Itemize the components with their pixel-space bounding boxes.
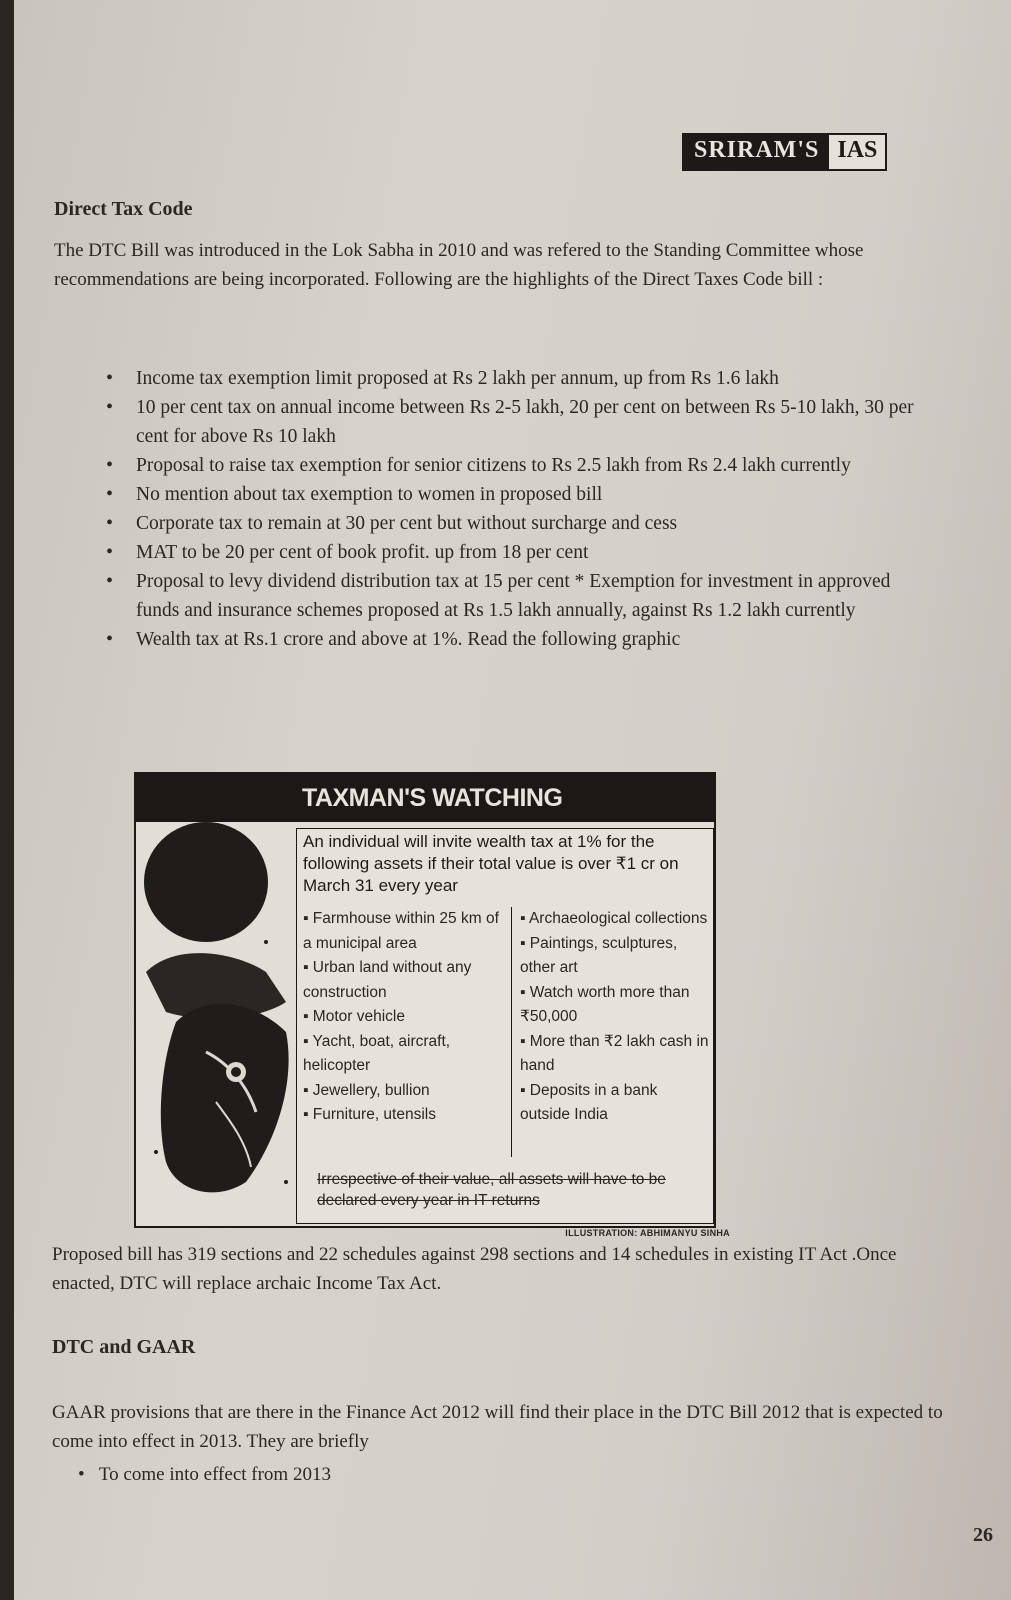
taxman-illustration: [136, 822, 306, 1226]
graphic-intro: An individual will invite wealth tax at 1% for the following assets if their total value is over ₹1 cr on March 31 every year: [303, 832, 679, 895]
list-item: • Proposal to raise tax exemption for senior citizens to Rs 2.5 lakh from Rs 2.4 lakh currently: [106, 451, 926, 480]
list-item: • Proposal to levy dividend distribution tax at 15 per cent * Exemption for investment in approved funds and insurance schemes proposed at Rs 1.5 lakh annually, against Rs 1.2 lakh currently: [106, 567, 926, 625]
bullet-icon: •: [106, 483, 114, 505]
list-item: ▪ Archaeological collections: [520, 910, 708, 927]
logo-primary: SRIRAM'S: [684, 135, 829, 169]
taxman-graphic: [134, 772, 716, 1228]
list-item: To come into effect from 2013: [98, 1464, 331, 1485]
gaar-paragraph: GAAR provisions that are there in the Finance Act 2012 will find their place in the DTC Bill 2012 that is expected to come into effect in 2013. They are briefly: [52, 1402, 943, 1452]
list-item: ▪ Urban land without any construction: [303, 959, 472, 1001]
list-item: ▪ Furniture, utensils: [303, 1106, 436, 1123]
list-item: ▪ Watch worth more than ₹50,000: [520, 983, 690, 1025]
graphic-footer: Irrespective of their value, all assets will have to be declared every year in IT returns: [317, 1171, 666, 1209]
section-heading-dtc-gaar: DTC and GAAR: [52, 1336, 196, 1358]
list-item: ▪ Paintings, sculptures, other art: [520, 934, 678, 976]
intro-paragraph: The DTC Bill was introduced in the Lok Sabha in 2010 and was refered to the Standing Committee whose recommendations are being incorporated. Following are the highlights of the Direct Taxes Code bill :: [54, 240, 864, 290]
bullet-icon: •: [106, 512, 114, 534]
list-item: • MAT to be 20 per cent of book profit. up from 18 per cent: [106, 538, 926, 567]
list-item: ▪ Jewellery, bullion: [303, 1081, 430, 1099]
bullet-icon: •: [106, 570, 114, 592]
bullet-icon: •: [106, 541, 114, 563]
logo-secondary: IAS: [829, 135, 885, 169]
list-item: ▪ Motor vehicle: [303, 1008, 405, 1025]
list-item: ▪ More than ₹2 lakh cash in hand: [520, 1032, 709, 1074]
page-number: 26: [973, 1524, 993, 1546]
illustration-credit: ILLUSTRATION: ABHIMANYU SINHA: [565, 1228, 730, 1238]
list-item: • Wealth tax at Rs.1 crore and above at 1%. Read the following graphic: [106, 625, 926, 654]
highlights-list: [106, 364, 926, 654]
bullet-icon: •: [106, 454, 114, 476]
graphic-info-box: [296, 828, 714, 1224]
bullet-icon: •: [78, 1464, 99, 1485]
asset-list-right: [511, 907, 710, 1157]
gaar-bullet: [78, 1460, 331, 1489]
list-item: ▪ Deposits in a bank outside India: [520, 1081, 658, 1123]
list-item: ▪ Farmhouse within 25 km of a municipal area: [303, 910, 499, 952]
list-item: ▪ Yacht, boat, aircraft, helicopter: [303, 1032, 451, 1074]
bullet-icon: •: [106, 628, 114, 650]
bullet-icon: •: [106, 396, 114, 418]
asset-list-left: [303, 907, 503, 1128]
list-item: • Corporate tax to remain at 30 per cent but without surcharge and cess: [106, 509, 926, 538]
list-item: • Income tax exemption limit proposed at Rs 2 lakh per annum, up from Rs 1.6 lakh: [106, 364, 926, 393]
brand-logo: [682, 133, 887, 171]
after-graphic-paragraph: Proposed bill has 319 sections and 22 schedules against 298 sections and 14 schedules in existing IT Act .Once enacted, DTC will replace archaic Income Tax Act.: [52, 1244, 897, 1294]
list-item: • 10 per cent tax on annual income between Rs 2-5 lakh, 20 per cent on between Rs 5-10 lakh, 30 per cent for above Rs 10 lakh: [106, 393, 926, 451]
document-page: [14, 0, 1011, 1600]
section-heading-direct-tax-code: Direct Tax Code: [54, 198, 193, 220]
bullet-icon: •: [106, 367, 114, 389]
graphic-title: TAXMAN'S WATCHING: [136, 774, 714, 822]
list-item: • No mention about tax exemption to women in proposed bill: [106, 480, 926, 509]
